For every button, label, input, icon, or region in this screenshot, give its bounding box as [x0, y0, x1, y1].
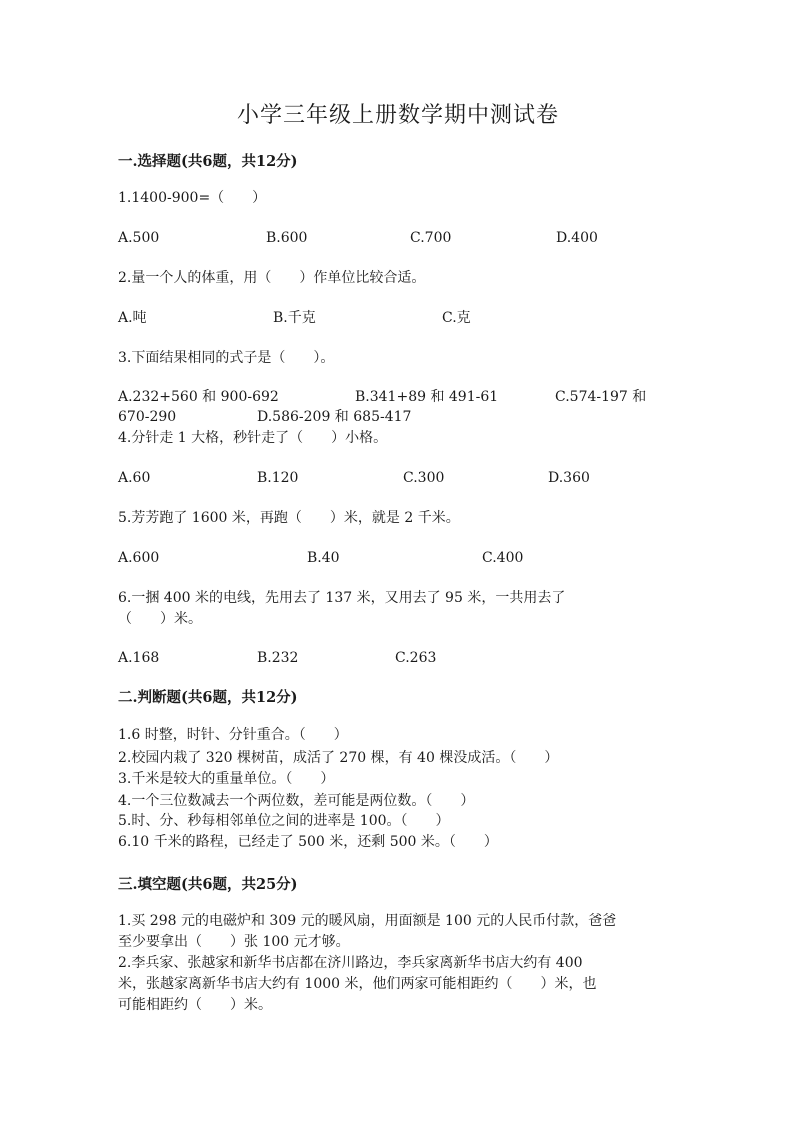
- fill-in-1-line1: 1.买 298 元的电磁炉和 309 元的暖风扇，用面额是 100 元的人民币付款，爸爸: [118, 913, 617, 929]
- fill-in-2-line1: 2.李兵家、张越家和新华书店都在济川路边，李兵家离新华书店大约有 400: [118, 955, 583, 971]
- option-c: C.300: [403, 470, 445, 486]
- page-title: 小学三年级上册数学期中测试卷: [236, 103, 559, 128]
- option-d: D.360: [548, 470, 590, 486]
- judgement-item: 5.时、分、秒每相邻单位之间的进率是 100。（ ）: [118, 813, 450, 829]
- option-b: B.千克: [273, 310, 316, 326]
- judgement-item: 2.校园内栽了 320 棵树苗，成活了 270 棵，有 40 棵没成活。（ ）: [118, 750, 559, 766]
- judgement-item: 4.一个三位数减去一个两位数，差可能是两位数。（ ）: [118, 793, 475, 809]
- judgement-item: 1.6 时整，时针、分针重合。（ ）: [118, 727, 348, 743]
- option-a: A.232+560 和 900-692: [118, 389, 279, 405]
- option-a: A.168: [118, 650, 160, 666]
- option-b: B.120: [257, 470, 299, 486]
- option-b: B.232: [257, 650, 299, 666]
- section-heading-fill-in: 三.填空题(共6题，共25分): [118, 876, 298, 893]
- question-1-2: 2.量一个人的体重，用（ ）作单位比较合适。: [118, 270, 426, 286]
- fill-in-2-line3: 可能相距约（ ）米。: [118, 997, 272, 1013]
- option-a: A.60: [118, 470, 151, 486]
- question-1-4: 4.分针走 1 大格，秒针走了（ ）小格。: [118, 430, 388, 446]
- option-c: C.400: [482, 550, 524, 566]
- question-1-3: 3.下面结果相同的式子是（ ）。: [118, 350, 335, 366]
- fill-in-1-line2: 至少要拿出（ ）张 100 元才够。: [118, 934, 350, 950]
- option-c: C.263: [395, 650, 437, 666]
- section-heading-judgement: 二.判断题(共6题，共12分): [118, 689, 298, 706]
- fill-in-2-line2: 米，张越家离新华书店大约有 1000 米，他们两家可能相距约（ ）米，也: [118, 976, 597, 992]
- option-d: D.586-209 和 685-417: [257, 409, 412, 425]
- option-c-continued: 670-290: [118, 409, 177, 425]
- question-1-5: 5.芳芳跑了 1600 米，再跑（ ）米，就是 2 千米。: [118, 510, 460, 526]
- option-a: A.600: [118, 550, 160, 566]
- option-b: B.341+89 和 491-61: [355, 389, 499, 405]
- option-b: B.600: [266, 230, 308, 246]
- option-d: D.400: [556, 230, 598, 246]
- question-1-1: 1.1400-900=（ ）: [118, 190, 267, 206]
- option-a: A.500: [118, 230, 160, 246]
- question-1-6-line1: 6.一捆 400 米的电线，先用去了 137 米，又用去了 95 米，一共用去了: [118, 590, 566, 606]
- option-c: C.克: [442, 310, 471, 326]
- option-a: A.吨: [118, 310, 147, 326]
- question-1-6-line2: （ ）米。: [118, 611, 202, 627]
- option-b: B.40: [307, 550, 340, 566]
- section-heading-choice: 一.选择题(共6题，共12分): [118, 153, 298, 170]
- option-c: C.574-197 和: [555, 389, 647, 405]
- judgement-item: 6.10 千米的路程，已经走了 500 米，还剩 500 米。（ ）: [118, 834, 498, 850]
- option-c: C.700: [410, 230, 452, 246]
- judgement-item: 3.千米是较大的重量单位。（ ）: [118, 771, 335, 787]
